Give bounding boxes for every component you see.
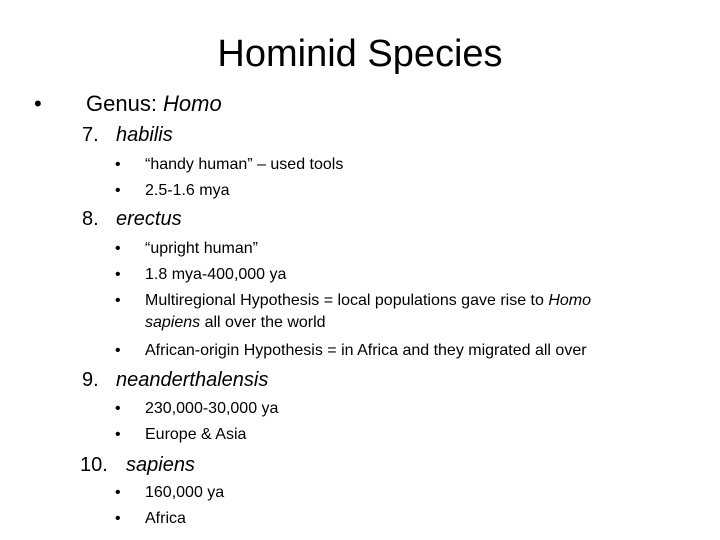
bullet: • (115, 292, 121, 309)
bullet: • (115, 400, 121, 417)
habilis-point-1: “handy human” – used tools (145, 156, 344, 173)
genus-name: Homo (163, 91, 222, 116)
erectus-point-2: 1.8 mya-400,000 ya (145, 266, 287, 283)
sapiens-point-2: Africa (145, 510, 186, 527)
genus-label: Genus: (86, 91, 164, 116)
multiregional-tail: all over the world (200, 314, 326, 331)
slide-title: Hominid Species (217, 33, 503, 75)
neanderthalensis-point-1: 230,000-30,000 ya (145, 400, 279, 417)
genus-bullet: • (34, 91, 42, 116)
species-name-habilis: habilis (116, 124, 173, 146)
erectus-point-3-line-1 (145, 289, 591, 313)
multiregional-genus: Homo (548, 292, 592, 309)
species-number-10: 10. (80, 454, 108, 476)
erectus-point-3-line-2 (145, 311, 326, 335)
sapiens-point-1: 160,000 ya (145, 484, 225, 501)
bullet: • (115, 182, 121, 199)
bullet: • (115, 156, 121, 173)
genus-heading (86, 90, 222, 118)
species-number-7: 7. (82, 124, 99, 146)
neanderthalensis-point-2: Europe & Asia (145, 426, 247, 443)
species-number-9: 9. (82, 369, 99, 391)
bullet: • (115, 266, 121, 283)
bullet: • (115, 426, 121, 443)
species-name-sapiens: sapiens (126, 454, 195, 476)
multiregional-species: sapiens (145, 314, 201, 331)
multiregional-text: Multiregional Hypothesis = local populations gave rise to (145, 292, 549, 309)
habilis-point-2: 2.5-1.6 mya (145, 182, 230, 199)
bullet: • (115, 342, 121, 359)
erectus-point-4: African-origin Hypothesis = in Africa and they migrated all over (145, 342, 587, 359)
bullet: • (115, 484, 121, 501)
bullet: • (115, 510, 121, 527)
bullet: • (115, 240, 121, 257)
species-number-8: 8. (82, 208, 99, 230)
erectus-point-1: “upright human” (145, 240, 258, 257)
species-name-erectus: erectus (116, 208, 182, 230)
species-name-neanderthalensis: neanderthalensis (116, 369, 269, 391)
